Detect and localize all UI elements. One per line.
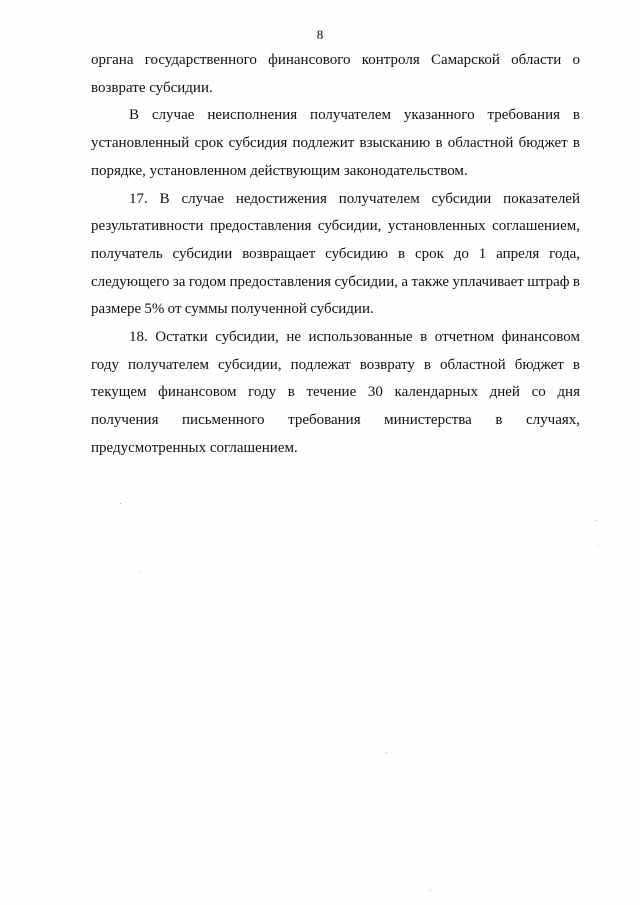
scan-speck [596, 520, 597, 521]
scan-speck [140, 571, 141, 572]
scan-speck [120, 503, 121, 504]
paragraph-item-17: 17. В случае недостижения получателем субсидии показателей результативности предоставления субсидии, установленных соглашением, получатель субсидии возвращает субсидию в срок до 1 апреля года, следующего за годом предоставления субсидии, а также уплачивает штраф в размере 5% от суммы полученной субсидии. [91, 190, 580, 318]
scan-speck [386, 752, 387, 753]
scan-speck [430, 890, 431, 891]
paragraph-item-18: 18. Остатки субсидии, не использованные в отчетном финансовом году получателем субсидии, подлежат возврату в областной бюджет в текущем финансовом году в течение 30 календарных дней со дня получения письменного требования министерства в случаях, предусмотренных соглашением. [91, 329, 580, 456]
document-body [91, 47, 580, 463]
scan-speck [598, 545, 599, 546]
page-number: 8 [316, 27, 324, 42]
paragraph-continuation: органа государственного финансового контроля Самарской области о возврате субсидии. [91, 52, 580, 96]
paragraph-collection-clause: В случае неисполнения получателем указанного требования в установленный срок субсидия подлежит взысканию в областной бюджет в порядке, установленном действующим законодательством. [91, 107, 580, 179]
